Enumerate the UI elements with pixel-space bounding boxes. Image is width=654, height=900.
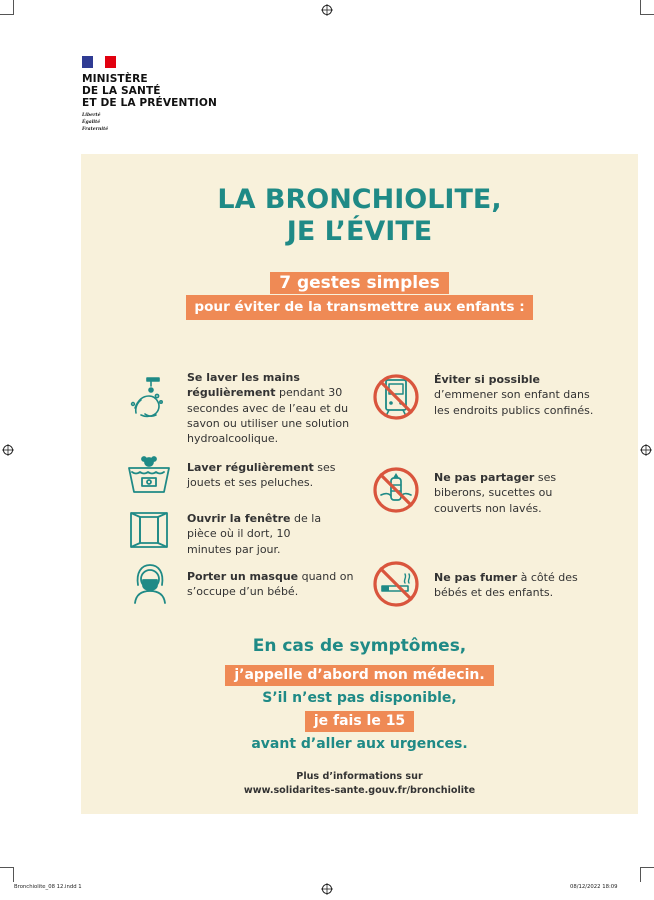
crop-mark (640, 868, 641, 882)
gesture-text: Laver régulièrement ses jouets et ses peluches. (187, 461, 336, 490)
crop-mark (640, 0, 641, 14)
crop-mark (13, 0, 14, 14)
closing-symptoms: En cas de symptômes, (252, 636, 467, 656)
closing-not-available: S’il n’est pas disponible, (262, 690, 457, 706)
registration-mark-left (2, 444, 14, 456)
ministry-name: MINISTÈRE DE LA SANTÉ ET DE LA PRÉVENTION (82, 73, 217, 109)
poster-title: LA BRONCHIOLITE, JE L’ÉVITE (217, 184, 502, 247)
registration-mark-top (321, 4, 333, 16)
crop-mark (0, 14, 14, 15)
closing-before-emergency: avant d’aller aux urgences. (251, 736, 468, 752)
closing-highlight-15: je fais le 15 (305, 711, 414, 732)
crop-mark (0, 867, 14, 868)
no-bottle-sharing-icon (371, 465, 421, 515)
poster-panel (81, 154, 638, 814)
republic-motto: Liberté Égalité Fraternité (82, 113, 109, 132)
crop-mark (640, 14, 654, 15)
closing-highlight-doctor: j’appelle d’abord mon médecin. (225, 665, 493, 686)
ministry-logo (82, 56, 242, 133)
registration-mark-bottom (321, 883, 333, 895)
gesture-text: Ouvrir la fenêtre de la pièce où il dort, 10 minutes par jour. (187, 512, 322, 556)
open-window-icon (129, 511, 169, 549)
subtitle-highlight-2: pour éviter de la transmettre aux enfants : (186, 295, 532, 320)
french-flag-icon (82, 56, 116, 68)
gesture-text: Éviter si possible d’emmener son enfant dans les endroits publics confinés. (434, 373, 594, 417)
gesture-text: Ne pas fumer à côté des bébés et des enfants. (434, 571, 578, 600)
crop-mark (13, 868, 14, 882)
registration-mark-right (640, 444, 652, 456)
info-url: www.solidarites-sante.gouv.fr/bronchiolite (243, 784, 476, 796)
gesture-text: Ne pas partager ses biberons, sucettes ou couverts non lavés. (434, 471, 557, 515)
print-slug-file: Bronchiolite_08 12.indd 1 (14, 884, 82, 890)
print-slug-datetime: 08/12/2022 18:09 (570, 884, 618, 890)
hand-washing-icon (127, 374, 171, 422)
more-info: Plus d’informations sur www.solidarites-sante.gouv.fr/bronchiolite (81, 770, 638, 797)
gesture-text: Porter un masque quand on s’occupe d’un bébé. (187, 570, 354, 599)
subtitle-highlight: 7 gestes simples (270, 272, 449, 294)
mask-person-icon (133, 561, 167, 605)
gesture-text: Se laver les mains régulièrement pendant 30 secondes avec de l’eau et du savon ou utiliser une solution hydroalcoolique. (187, 371, 350, 446)
crop-mark (640, 867, 654, 868)
laundry-toy-icon (127, 456, 171, 496)
no-public-transport-icon (371, 372, 421, 422)
no-smoking-icon (371, 559, 421, 609)
